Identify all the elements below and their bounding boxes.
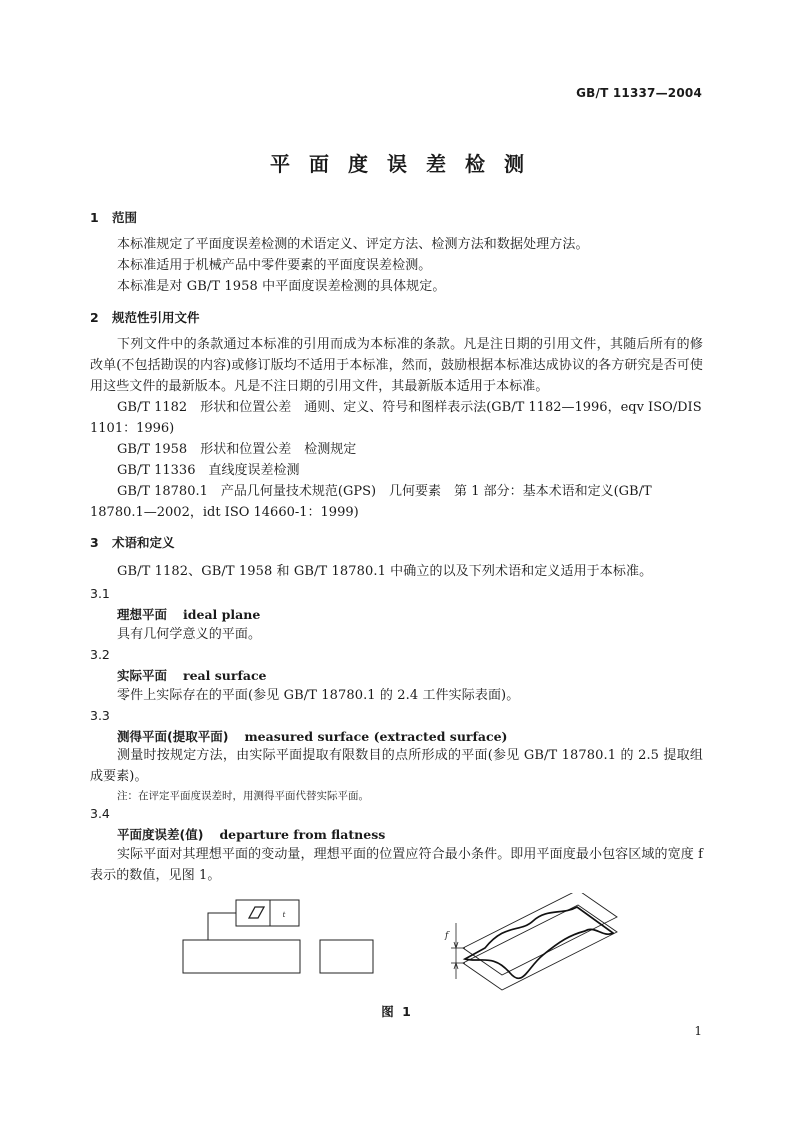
term-zh: 平面度误差(值) (117, 827, 204, 842)
term-heading (117, 666, 267, 684)
wavy-actual-surface (465, 907, 613, 978)
reference-item: GB/T 11336 直线度误差检测 (117, 463, 300, 478)
reference-item: GB/T 18780.1 产品几何量技术规范(GPS) 几何要素 第 1 部分：基本术语和定义(GB/T 18780.1—2002，idt ISO 14660-1：1999) (90, 484, 652, 520)
page-number: 1 (694, 1024, 702, 1038)
term-heading (117, 825, 385, 843)
dim-label-f: f (445, 931, 449, 941)
section-title: 术语和定义 (112, 535, 175, 550)
part-outline (183, 940, 300, 973)
section-2-heading (90, 308, 200, 326)
document-title: 平面度误差检测 (270, 152, 543, 176)
figure-caption: 图 1 (381, 1004, 413, 1019)
paragraph: 本标准规定了平面度误差检测的术语定义、评定方法、检测方法和数据处理方法。 (117, 237, 589, 252)
tolerance-zone-planes (463, 893, 617, 990)
standard-code: GB/T 11337—2004 (576, 86, 702, 100)
term-zh: 理想平面 (117, 607, 168, 622)
tolerance-value: t (282, 911, 286, 919)
term-en: departure from flatness (219, 827, 386, 842)
term-definition: 测量时按规定方法，由实际平面提取有限数目的点所形成的平面(参见 GB/T 18780.1 的 2.5 提取组成要素)。 (90, 748, 703, 784)
reference-item: GB/T 1958 形状和位置公差 检测规定 (117, 442, 357, 457)
dimension-lines (451, 923, 465, 979)
term-zh: 测得平面(提取平面) (117, 729, 229, 744)
section-title: 范围 (112, 210, 138, 225)
reference-item: GB/T 1182 形状和位置公差 通则、定义、符号和图样表示法(GB/T 1182—1996，eqv ISO/DIS 1101：1996) (90, 400, 702, 436)
part-outline-side (320, 940, 373, 973)
clause-number: 3.2 (90, 647, 110, 662)
term-en: ideal plane (183, 607, 261, 622)
term-definition: 实际平面对其理想平面的变动量，理想平面的位置应符合最小条件。即用平面度最小包容区域的宽度 f 表示的数值，见图 1。 (90, 847, 703, 883)
term-en: measured surface (extracted surface) (244, 729, 508, 744)
clause-number: 3.1 (90, 586, 110, 601)
term-heading (117, 605, 260, 623)
paragraph: 本标准适用于机械产品中零件要素的平面度误差检测。 (117, 258, 432, 273)
section-title: 规范性引用文件 (112, 310, 200, 325)
term-note: 注：在评定平面度误差时，用测得平面代替实际平面。 (117, 790, 369, 802)
paragraph: 本标准是对 GB/T 1958 中平面度误差检测的具体规定。 (117, 279, 446, 294)
section-number: 2 (90, 310, 99, 325)
figure-1-drawing (175, 893, 635, 998)
leader-line (208, 913, 236, 940)
term-en: real surface (183, 668, 267, 683)
clause-number: 3.3 (90, 708, 110, 723)
flatness-symbol-icon (249, 907, 264, 918)
section-1-heading (90, 208, 137, 226)
feature-control-frame (236, 900, 299, 926)
section-number: 1 (90, 210, 99, 225)
term-definition: 具有几何学意义的平面。 (117, 627, 262, 642)
term-heading (117, 727, 507, 745)
paragraph: GB/T 1182、GB/T 1958 和 GB/T 18780.1 中确立的以及下列术语和定义适用于本标准。 (117, 564, 653, 579)
term-definition: 零件上实际存在的平面(参见 GB/T 18780.1 的 2.4 工件实际表面)。 (117, 688, 520, 703)
section-3-heading (90, 533, 175, 551)
clause-number: 3.4 (90, 806, 110, 821)
term-zh: 实际平面 (117, 668, 168, 683)
paragraph: 下列文件中的条款通过本标准的引用而成为本标准的条款。凡是注日期的引用文件，其随后所有的修改单(不包括勘误的内容)或修订版均不适用于本标准，然而，鼓励根据本标准达成协议的各方研究是否可使用这些文件的最新版本。凡是不注日期的引用文件，其最新版本适用于本标准。 (90, 337, 703, 394)
section-number: 3 (90, 535, 99, 550)
